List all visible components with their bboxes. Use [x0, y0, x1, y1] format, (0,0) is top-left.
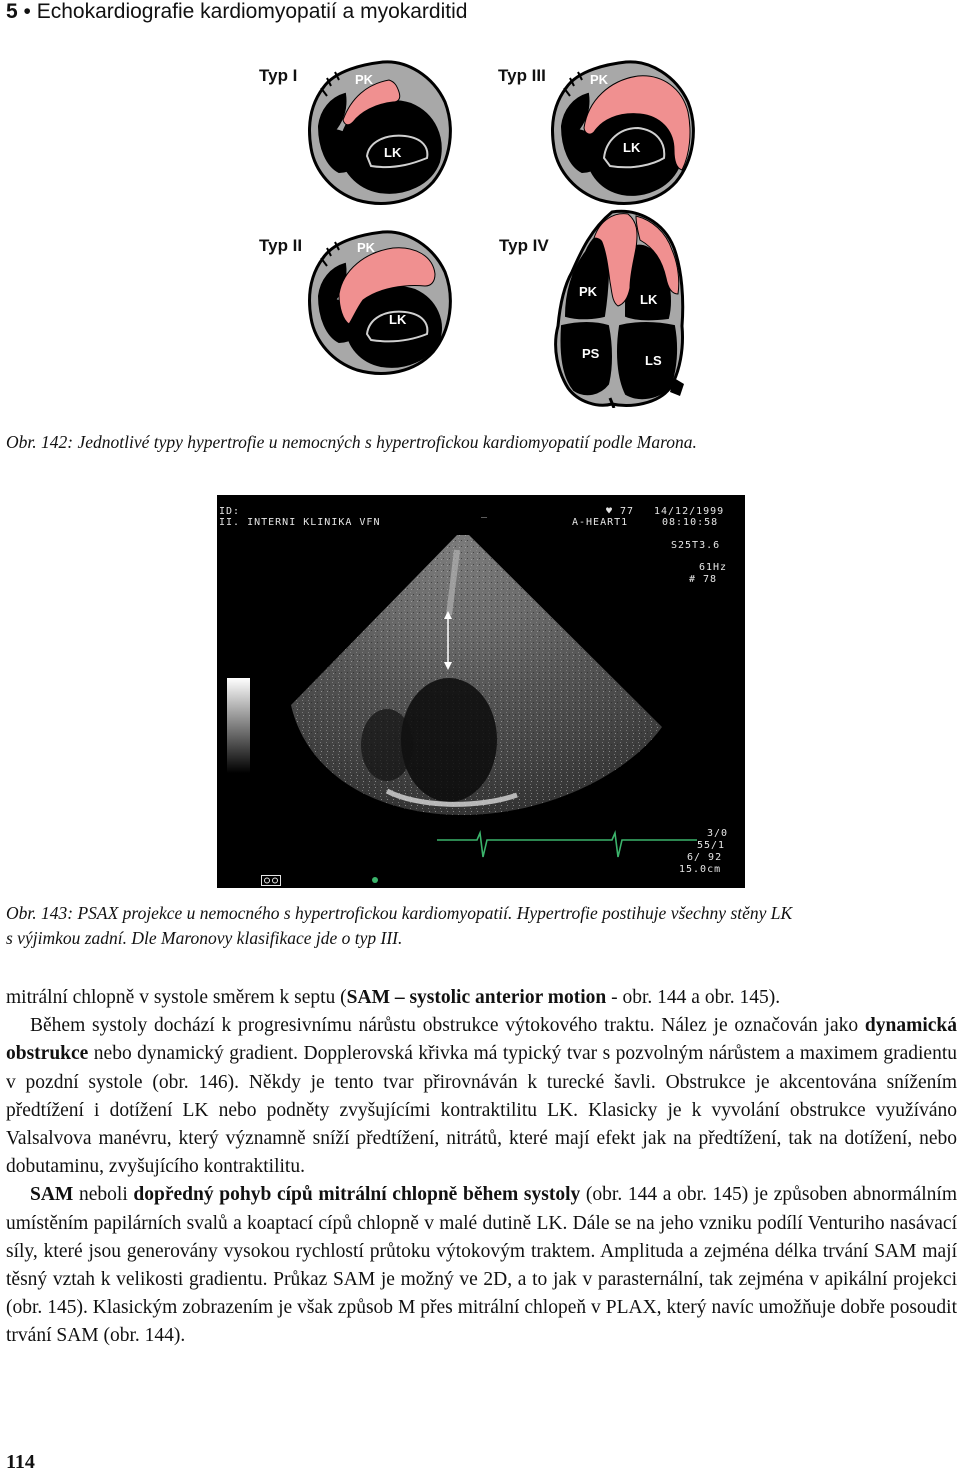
p3-bold-sam: SAM: [30, 1184, 74, 1206]
page-number: 114: [6, 1451, 35, 1473]
segment-pk-4: PK: [579, 284, 598, 299]
segment-lk-3: LK: [623, 140, 641, 155]
body-text: [6, 984, 957, 1351]
running-header: [6, 0, 467, 24]
p1-bold-sam: SAM – systolic anterior motion: [346, 987, 607, 1008]
label-typ-4: Typ IV: [499, 236, 549, 255]
paragraph-2: [6, 1012, 957, 1181]
overlay-settings: S25T3.6: [671, 540, 721, 551]
overlay-dash: _: [481, 507, 489, 518]
figure-142-caption: Obr. 142: Jednotlivé typy hypertrofie u nemocných s hypertrofickou kardiomyopatií podle Marona.: [6, 432, 697, 452]
overlay-depth: 15.0cm: [679, 864, 722, 875]
tape-icon: [261, 875, 281, 886]
overlay-frequency: 61Hz: [699, 562, 728, 573]
overlay-frame: # 78: [689, 574, 718, 585]
overlay-heart-rate: ♥ 77: [606, 506, 635, 517]
chapter-title: Echokardiografie kardiomyopatií a myokarditid: [36, 0, 468, 23]
figure-143-caption-line-2: s výjimkou zadní. Dle Maronovy klasifikace jde o typ III.: [6, 928, 403, 948]
overlay-hospital: II. INTERNI KLINIKA VFN: [219, 517, 381, 528]
chapter-number: 5: [6, 0, 18, 23]
overlay-param-2: 55/1: [697, 840, 726, 851]
segment-ps-4: PS: [582, 346, 600, 361]
overlay-date: 14/12/1999: [654, 506, 725, 517]
diagram-typ-1: [305, 58, 455, 208]
echo-image: [217, 495, 745, 888]
figure-143-caption: [6, 901, 792, 951]
diagram-typ-3: [548, 58, 698, 208]
segment-pk-1: PK: [355, 72, 374, 87]
diagram-typ-4: [550, 208, 690, 408]
segment-lk-4: LK: [640, 292, 658, 307]
paragraph-3: [6, 1181, 957, 1350]
p3-text-d: (obr. 144 a obr. 145) je způsoben abnormálním umístěním papilárních svalů a koaptací cípů chlopně v malé dutině LK. Dále se na jeho vzniku podílí Venturiho nasávací síly, které jsou generovány vysokou rychlostí průtoku výtokovým traktem. Amplituda a zejména délka trvání SAM mají těsný vztah k velikosti gradientu. Průkaz SAM je možný ve 2D, a to jak v parasternální, tak zejména v apikální projekci (obr. 145). Klasickým zobrazením je však způsob M přes mitrální chlopeň v PLAX, který navíc umožňuje dobře posoudit trvání SAM (obr. 144).: [6, 1184, 957, 1347]
overlay-param-3: 6/ 92: [687, 852, 723, 863]
diagram-typ-2: [305, 228, 455, 378]
segment-ls-4: LS: [645, 353, 662, 368]
p2-text-c: nebo dynamický gradient. Dopplerovská křivka má typický tvar s pozvolným nárůstem a maximem gradientu v pozdní systole (obr. 146). Někdy je tento tvar přirovnáván k turecké šavli. Obstrukce je akcentována snížením předtížení i dotížení LK nebo podněty zvyšujícími kontraktilitu LK. Klasicky je k vyvolání obstrukce využíváno Valsalvova manévru, který významně sníží předtížení, nitrátů, které mají efekt jak na předtížení, tak na dotížení, nebo dobutaminu, zvyšujícího kontraktilitu.: [6, 1043, 957, 1178]
p2-bold-dynamic-obstruction: dynamická obstrukce: [6, 1015, 957, 1065]
paragraph-1: [6, 984, 957, 1012]
label-typ-2: Typ II: [259, 236, 303, 255]
segment-pk-3: PK: [590, 72, 609, 87]
figure-143-caption-line-1: Obr. 143: PSAX projekce u nemocného s hypertrofickou kardiomyopatií. Hypertrofie postihuje všechny stěny LK: [6, 903, 793, 923]
overlay-time: 08:10:58: [662, 517, 719, 528]
label-typ-1: Typ I: [259, 66, 298, 85]
overlay-probe: A-HEART1: [572, 517, 629, 528]
p3-bold-definition: dopředný pohyb cípů mitrální chlopně během systoly: [133, 1184, 581, 1206]
overlay-param-1: 3/0: [707, 828, 729, 839]
p3-text-b: neboli: [73, 1184, 134, 1206]
segment-pk-2: PK: [357, 240, 376, 255]
p1-text-a: mitrální chlopně v systole směrem k septu (: [6, 987, 347, 1008]
label-typ-3: Typ III: [498, 66, 546, 85]
p2-text-a: Během systoly dochází k progresivnímu nárůstu obstrukce výtokového traktu. Nález je označován jako: [30, 1015, 865, 1037]
p1-text-c: - obr. 144 a obr. 145).: [606, 987, 781, 1008]
echo-scan: [217, 495, 745, 888]
overlay-id: ID:: [219, 506, 241, 517]
segment-lk-2: LK: [389, 312, 407, 327]
header-separator: •: [23, 0, 31, 23]
segment-lk-1: LK: [384, 145, 402, 160]
